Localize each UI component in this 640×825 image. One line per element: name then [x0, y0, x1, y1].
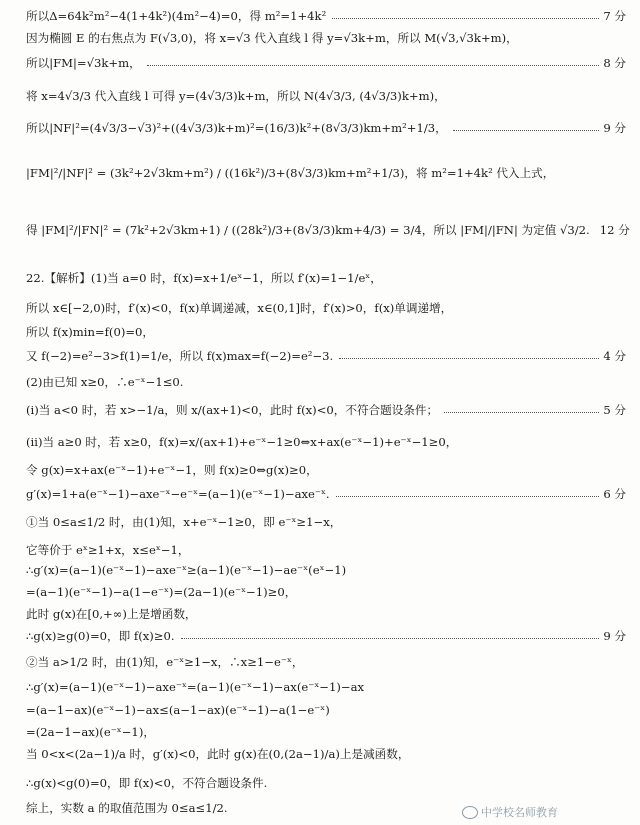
line-text: 所以Δ=64k²m²−4(1+4k²)(4m²−4)=0，得 m²=1+4k²	[26, 9, 327, 23]
line-text: 所以 f(x)min=f(0)=0，	[26, 325, 155, 339]
solution-line	[26, 542, 626, 558]
line-text: 所以|FM|=√3k+m，	[26, 56, 141, 70]
score-mark: 7 分	[603, 9, 626, 23]
line-text: (ⅰ)当 a<0 时，若 x>−1/a，则 x/(ax+1)<0，此时 f(x)<0，不符合题设条件；	[26, 403, 439, 417]
line-text: 综上，实数 a 的取值范围为 0≤a≤1/2.	[26, 801, 228, 815]
solution-line	[26, 486, 626, 502]
score-mark: 9 分	[603, 629, 626, 643]
watermark	[462, 804, 558, 820]
solution-line	[26, 434, 626, 450]
line-text: =(a−1)(e⁻ˣ−1)−a(1−e⁻ˣ)=(2a−1)(e⁻ˣ−1)≥0，	[26, 585, 297, 599]
solution-line	[26, 324, 626, 340]
solution-line	[26, 584, 626, 600]
line-text: 将 x=4√3/3 代入直线 l 可得 y=(4√3/3)k+m，所以 N(4√3/3, (4√3/3)k+m)，	[26, 89, 446, 103]
line-text: 22.【解析】(1)当 a=0 时，f(x)=x+1/eˣ−1，所以 f′(x)=1−1/eˣ，	[26, 271, 382, 285]
solution-line	[26, 628, 626, 644]
leader-dots	[339, 358, 599, 359]
solution-line	[26, 775, 626, 791]
line-text: 当 0<x<(2a−1)/a 时，g′(x)<0，此时 g(x)在(0,(2a−1)/a)上是减函数，	[26, 747, 410, 761]
watermark-text: 中学校名师教育	[481, 806, 558, 819]
solution-line	[26, 724, 626, 740]
solution-line	[26, 88, 626, 104]
score-mark: 12 分	[599, 223, 630, 237]
solution-line	[26, 703, 626, 717]
line-text: g′(x)=1+a(e⁻ˣ−1)−axe⁻ˣ−e⁻ˣ=(a−1)(e⁻ˣ−1)−axe⁻ˣ.	[26, 487, 330, 501]
line-text: 令 g(x)=x+ax(e⁻ˣ−1)+e⁻ˣ−1，则 f(x)≥0⇔g(x)≥0，	[26, 463, 318, 477]
line-text: 所以 x∈[−2,0)时，f′(x)<0，f(x)单调递减，x∈(0,1]时，f′(x)>0，f(x)单调递增，	[26, 301, 453, 315]
line-text: (2)由已知 x≥0，∴e⁻ˣ−1≤0.	[26, 375, 184, 389]
line-text: 得 |FM|²/|FN|² = (7k²+2√3km+1) / ((28k²)/3+(8√3/3)km+4/3) = 3/4，所以 |FM|/|FN| 为定值 √3/2.	[26, 223, 590, 237]
solution-line	[26, 300, 626, 316]
line-text: ∴g(x)≥g(0)=0，即 f(x)≥0.	[26, 629, 175, 643]
score-mark: 4 分	[603, 349, 626, 363]
solution-line	[26, 746, 626, 762]
solution-line	[26, 514, 626, 530]
leader-dots	[453, 130, 600, 131]
solution-line	[26, 120, 626, 136]
solution-line	[26, 680, 626, 694]
line-text: |FM|²/|NF|² = (3k²+2√3km+m²) / ((16k²)/3+(8√3/3)km+m²+1/3)，将 m²=1+4k² 代入上式，	[26, 166, 555, 180]
line-text: 因为椭圆 E 的右焦点为 F(√3,0)，将 x=√3 代入直线 l 得 y=√3k+m，所以 M(√3,√3k+m)，	[26, 31, 518, 45]
line-text: ∴g′(x)=(a−1)(e⁻ˣ−1)−axe⁻ˣ≥(a−1)(e⁻ˣ−1)−ae⁻ˣ(eˣ−1)	[26, 563, 347, 577]
solution-line	[26, 374, 626, 390]
line-text: ∴g′(x)=(a−1)(e⁻ˣ−1)−axe⁻ˣ=(a−1)(e⁻ˣ−1)−ax(e⁻ˣ−1)−ax	[26, 680, 365, 694]
solution-line	[26, 165, 626, 181]
wechat-logo-icon	[462, 806, 478, 819]
line-text: ①当 0≤a≤1/2 时，由(1)知，x+e⁻ˣ−1≥0，即 e⁻ˣ≥1−x，	[26, 515, 342, 529]
line-text: 所以|NF|²=(4√3/3−√3)²+((4√3/3)k+m)²=(16/3)k²+(8√3/3)km+m²+1/3，	[26, 121, 447, 135]
solution-line	[26, 270, 626, 286]
solution-line	[26, 348, 626, 364]
line-text: 此时 g(x)在[0,+∞)上是增函数，	[26, 607, 197, 621]
line-text: ∴g(x)<g(0)=0，即 f(x)<0，不符合题设条件.	[26, 776, 268, 790]
solution-line	[26, 55, 626, 71]
line-text: =(2a−1−ax)(e⁻ˣ−1)，	[26, 725, 155, 739]
score-mark: 5 分	[603, 403, 626, 417]
leader-dots	[332, 18, 599, 19]
line-text: =(a−1−ax)(e⁻ˣ−1)−ax≤(a−1−ax)(e⁻ˣ−1)−a(1−e⁻ˣ)	[26, 703, 330, 717]
solution-line	[26, 654, 626, 670]
solution-line	[26, 222, 630, 238]
solution-line	[26, 462, 626, 478]
line-text: ②当 a>1/2 时，由(1)知，e⁻ˣ≥1−x，∴x≥1−e⁻ˣ，	[26, 655, 304, 669]
score-mark: 6 分	[603, 487, 626, 501]
line-text: 它等价于 eˣ≥1+x，x≤eˣ−1，	[26, 543, 190, 557]
solution-line	[26, 8, 626, 24]
leader-dots	[336, 496, 600, 497]
solution-line	[26, 402, 626, 418]
solution-line	[26, 563, 626, 577]
score-mark: 9 分	[603, 121, 626, 135]
score-mark: 8 分	[603, 56, 626, 70]
leader-dots	[147, 65, 600, 66]
solution-line	[26, 30, 626, 46]
leader-dots	[181, 638, 600, 639]
line-text: (ⅱ)当 a≥0 时，若 x≥0，f(x)=x/(ax+1)+e⁻ˣ−1≥0⇔x+ax(e⁻ˣ−1)+e⁻ˣ−1≥0，	[26, 435, 458, 449]
leader-dots	[444, 412, 599, 413]
solution-line	[26, 606, 626, 622]
line-text: 又 f(−2)=e²−3>f(1)=1/e，所以 f(x)max=f(−2)=e²−3.	[26, 349, 334, 363]
